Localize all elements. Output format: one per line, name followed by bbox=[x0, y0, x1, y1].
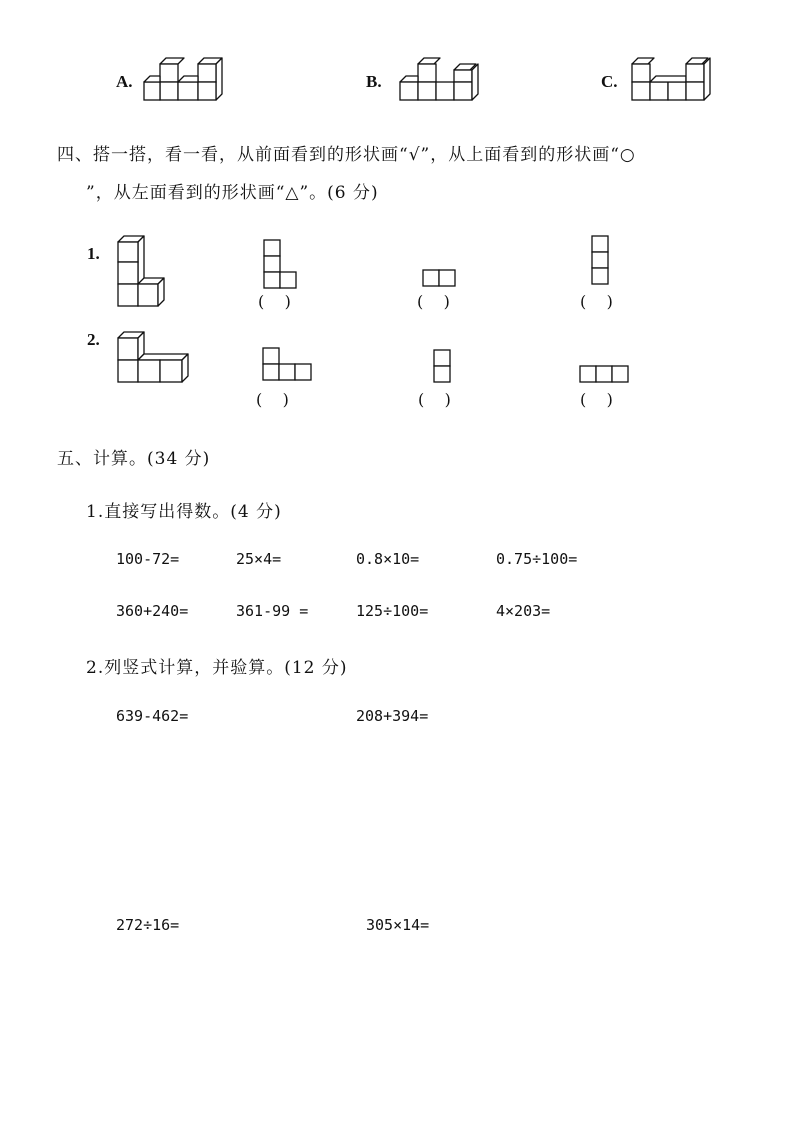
mental-math-item-1: 100-72= bbox=[116, 550, 180, 568]
vertical-calc-item-3: 272÷16= bbox=[116, 916, 180, 934]
question-1-answer-blank-2[interactable]: ( ) bbox=[417, 292, 450, 311]
mental-math-item-2: 25×4= bbox=[236, 550, 282, 568]
option-b-label: B. bbox=[366, 72, 382, 91]
question-2-view-option-3 bbox=[578, 364, 636, 386]
section5-title: 五、计算。(34 分) bbox=[57, 449, 211, 469]
mental-math-item-8: 4×203= bbox=[496, 602, 551, 620]
mental-math-item-7: 125÷100= bbox=[356, 602, 429, 620]
question-2-view-option-2 bbox=[432, 348, 454, 386]
question-1-solid-figure bbox=[116, 236, 176, 312]
mental-math-item-3: 0.8×10= bbox=[356, 550, 420, 568]
question-2-answer-blank-3[interactable]: ( ) bbox=[580, 390, 613, 409]
option-a-cubes bbox=[144, 58, 222, 100]
option-b-cubes bbox=[400, 58, 478, 100]
question-1-view-option-1 bbox=[262, 238, 302, 290]
option-a-cube-figure bbox=[140, 54, 230, 104]
option-b-cube-figure bbox=[394, 54, 484, 104]
question-1-answer-blank-1[interactable]: ( ) bbox=[258, 292, 291, 311]
question-2-answer-blank-1[interactable]: ( ) bbox=[256, 390, 289, 409]
option-c-cubes bbox=[632, 58, 710, 100]
question-1-answer-blank-3[interactable]: ( ) bbox=[580, 292, 613, 311]
question-2-solid-figure bbox=[116, 328, 196, 388]
question-1-number: 1. bbox=[87, 244, 100, 263]
section4-title-line2: ”，从左面看到的形状画“△”。(6 分) bbox=[86, 183, 379, 203]
vertical-calc-item-4: 305×14= bbox=[366, 916, 430, 934]
option-a-label: A. bbox=[116, 72, 133, 91]
option-c-cube-figure bbox=[626, 54, 716, 104]
mental-math-item-4: 0.75÷100= bbox=[496, 550, 578, 568]
question-1-view-option-3 bbox=[590, 234, 612, 290]
section5-part2-title: 2.列竖式计算，并验算。(12 分) bbox=[86, 658, 348, 678]
question-2-number: 2. bbox=[87, 330, 100, 349]
question-2-view-option-1 bbox=[261, 346, 317, 386]
section4-title-line1: 四、搭一搭，看一看，从前面看到的形状画“√”，从上面看到的形状画“○ bbox=[57, 145, 636, 165]
mental-math-item-6: 361-99 = bbox=[236, 602, 309, 620]
question-1-view-option-2 bbox=[421, 268, 461, 290]
vertical-calc-item-2: 208+394= bbox=[356, 707, 429, 725]
section5-part1-title: 1.直接写出得数。(4 分) bbox=[86, 502, 282, 522]
mental-math-item-5: 360+240= bbox=[116, 602, 189, 620]
question-2-answer-blank-2[interactable]: ( ) bbox=[418, 390, 451, 409]
vertical-calc-item-1: 639-462= bbox=[116, 707, 189, 725]
option-c-label: C. bbox=[601, 72, 618, 91]
